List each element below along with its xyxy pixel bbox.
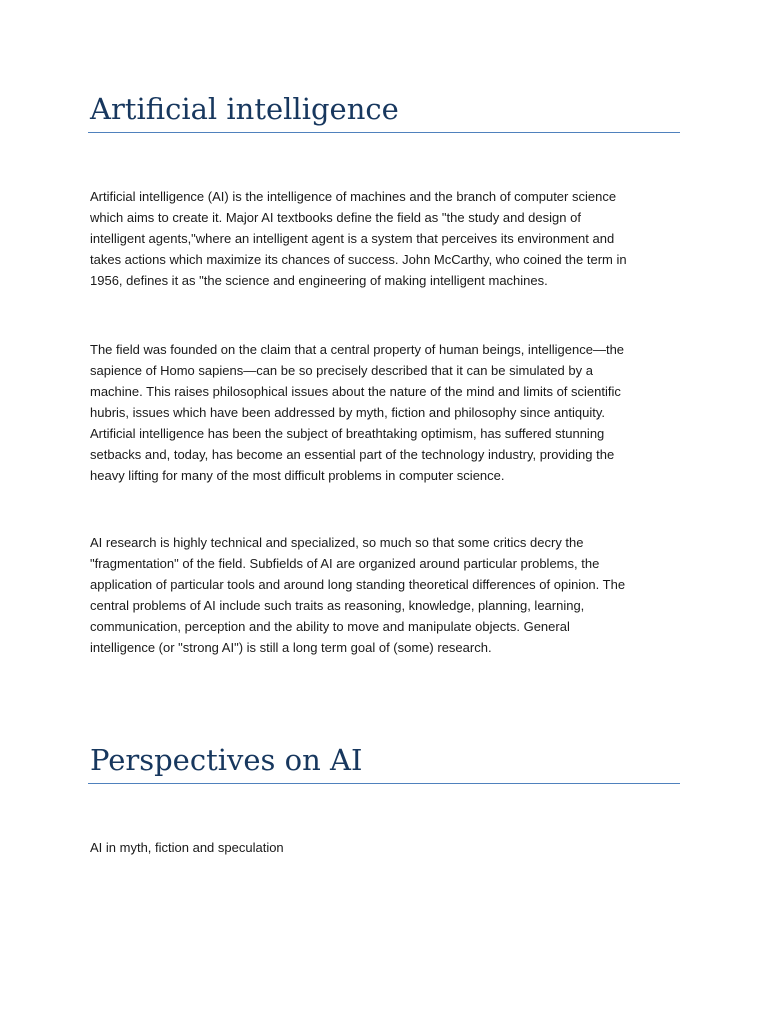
- text-line: which aims to create it. Major AI textbooks define the field as "the study and design of: [90, 210, 581, 225]
- text-line: takes actions which maximize its chances of success. John McCarthy, who coined the term in: [90, 252, 627, 267]
- text-line: setbacks and, today, has become an essential part of the technology industry, providing the: [90, 447, 615, 462]
- text-line: AI research is highly technical and specialized, so much so that some critics decry the: [90, 535, 584, 550]
- text-line: Artificial intelligence (AI) is the intelligence of machines and the branch of computer science: [90, 189, 617, 204]
- paragraph-myth-fiction: [90, 837, 680, 858]
- text-line: sapience of Homo sapiens—can be so precisely described that it can be simulated by a: [90, 363, 593, 378]
- section-heading-artificial-intelligence: Artificial intelligence: [90, 92, 399, 126]
- text-line: intelligent agents,"where an intelligent agent is a system that perceives its environment and: [90, 231, 615, 246]
- text-line: communication, perception and the ability to move and manipulate objects. General: [90, 619, 570, 634]
- text-line: AI in myth, fiction and speculation: [90, 840, 284, 855]
- paragraph-definition: [90, 186, 680, 291]
- text-line: 1956, defines it as "the science and engineering of making intelligent machines.: [90, 273, 548, 288]
- text-line: hubris, issues which have been addressed by myth, fiction and philosophy since antiquity.: [90, 405, 605, 420]
- text-line: "fragmentation" of the field. Subfields of AI are organized around particular problems, the: [90, 556, 600, 571]
- heading-underline: [88, 132, 680, 133]
- paragraph-research: [90, 532, 680, 658]
- text-line: Artificial intelligence has been the subject of breathtaking optimism, has suffered stunning: [90, 426, 605, 441]
- text-line: The field was founded on the claim that a central property of human beings, intelligence—the: [90, 342, 625, 357]
- text-line: application of particular tools and around long standing theoretical differences of opinion. The: [90, 577, 626, 592]
- text-line: machine. This raises philosophical issues about the nature of the mind and limits of scientific: [90, 384, 621, 399]
- paragraph-history: [90, 339, 680, 486]
- text-line: heavy lifting for many of the most difficult problems in computer science.: [90, 468, 505, 483]
- heading-underline: [88, 783, 680, 784]
- text-line: central problems of AI include such traits as reasoning, knowledge, planning, learning,: [90, 598, 585, 613]
- text-line: intelligence (or "strong AI") is still a long term goal of (some) research.: [90, 640, 492, 655]
- section-heading-perspectives: Perspectives on AI: [90, 743, 363, 777]
